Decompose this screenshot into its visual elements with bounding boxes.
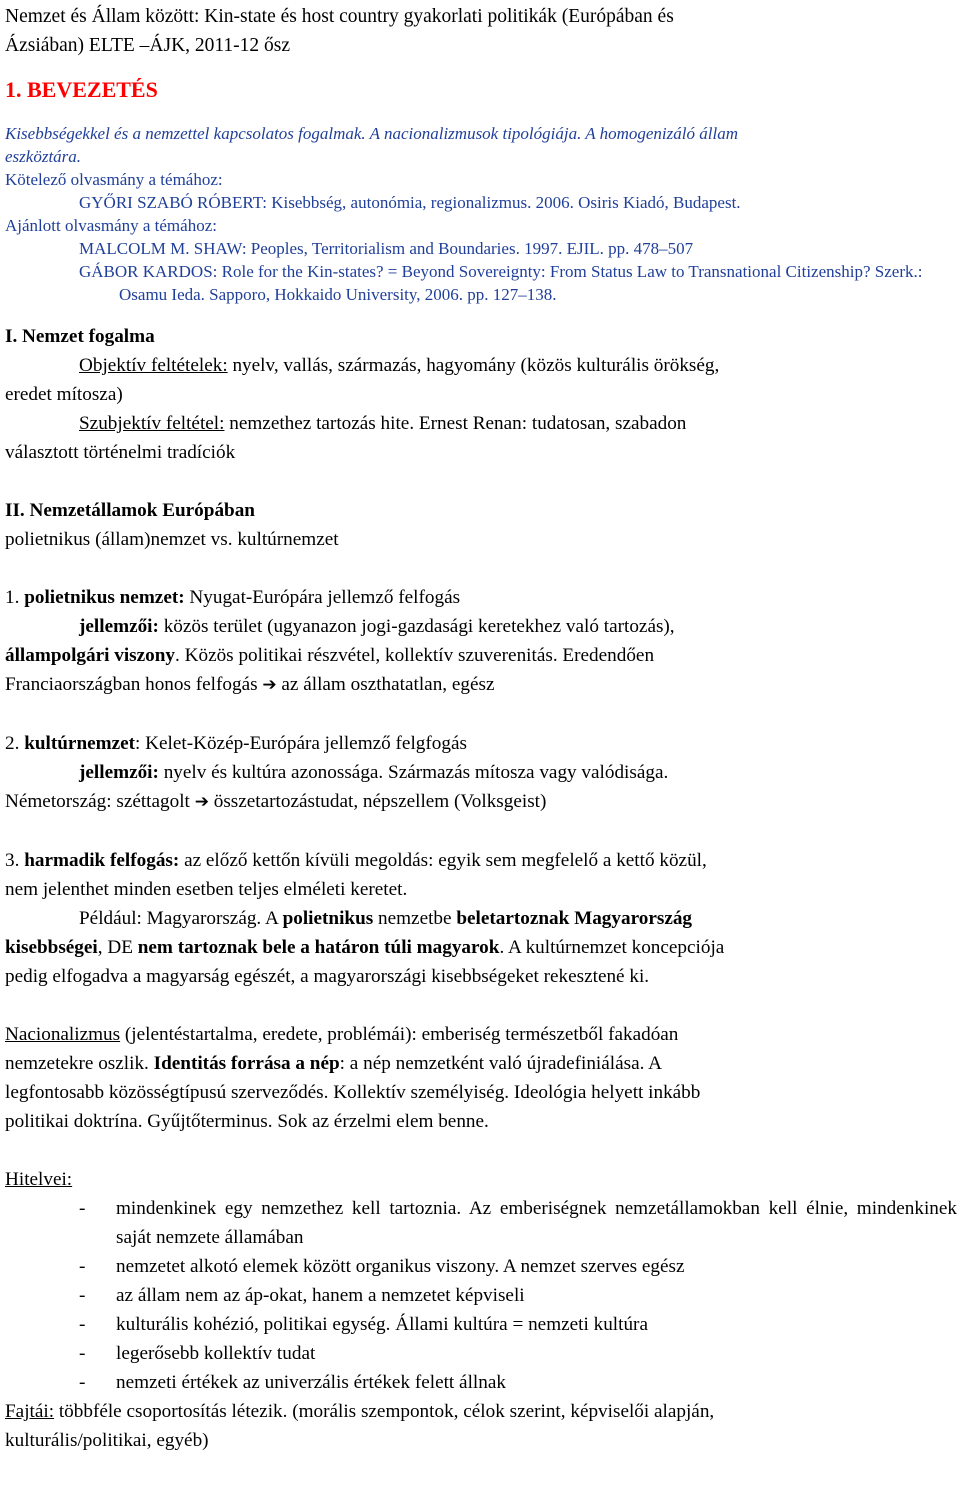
topic-intro: Kisebbségekkel és a nemzettel kapcsolatos fogalmak. A nacionalizmusok tipológiája. A homogenizáló állam eszköztára. — [5, 124, 738, 166]
mandatory-reading-label: Kötelező olvasmány a témához: — [5, 170, 223, 189]
nemzetallamok-sub: polietnikus (állam)nemzet vs. kultúrnemzet — [5, 529, 339, 550]
fajtai-paragraph: Fajtái: többféle csoportosítás létezik. (morális szempontok, célok szerint, képviselői alapján, — [5, 1401, 715, 1422]
kulturnemzet: 2. kultúrnemzet: Kelet-Közép-Európára jellemző felgfogás — [5, 733, 467, 754]
list-item: - nemzeti értékek az univerzális értékek felett állnak — [79, 1372, 506, 1393]
section-heading: 1. BEVEZETÉS — [5, 77, 158, 102]
recommended-reading-ref-2: GÁBOR KARDOS: Role for the Kin-states? = Beyond Sovereignty: From Status Law to Transnational Citizenship? Szerk.: Osamu Ieda. Sapporo, Hokkaido University, 2006. pp. 127–138. — [79, 262, 923, 304]
arrow-right-icon: ➔ — [194, 792, 209, 812]
hitelvei-label: Hitelvei: — [5, 1169, 73, 1190]
hitelvei-list — [5, 1194, 957, 1397]
list-item: - legerősebb kollektív tudat — [79, 1343, 316, 1364]
list-item: - az állam nem az áp-okat, hanem a nemzetet képviseli — [79, 1285, 525, 1306]
mandatory-reading-ref: GYŐRI SZABÓ RÓBERT: Kisebbség, autonómia, regionalizmus. 2006. Osiris Kiadó, Budapest. — [79, 193, 741, 212]
readings-block — [5, 122, 957, 306]
harmadik-felfogas: 3. harmadik felfogás: az előző kettőn kívüli megoldás: egyik sem megfelelő a kettő közül, — [5, 850, 707, 871]
title-line-1: Nemzet és Állam között: Kin-state és host country gyakorlati politikák (Európában és — [5, 6, 674, 27]
list-item: - mindenkinek egy nemzethez kell tartoznia. Az emberiségnek nemzetállamokban kell élnie, mindenkinek saját nemzete államában — [79, 1198, 957, 1248]
subjective-condition: Szubjektív feltétel: nemzethez tartozás hite. Ernest Renan: tudatosan, szabadon — [79, 413, 687, 434]
document-title — [5, 2, 957, 60]
document-page — [5, 0, 957, 1455]
arrow-right-icon: ➔ — [262, 675, 277, 695]
objective-conditions: Objektív feltételek: nyelv, vallás, származás, hagyomány (közös kulturális örökség, — [79, 355, 720, 376]
main-body: I. Nemzet fogalma Objektív feltételek: nyelv, vallás, származás, hagyomány (közös kulturális örökség, eredet mítosza) Szubjektív feltétel: nemzethez tartozás hite. Ernest Renan: tudatosan, szabadon választott történelmi tradíciók II. Nemzetállamok Európában polietnikus (állam)nemzet vs. kultúrnemzet 1. polietnikus nemzet: Nyugat-Európára jellemző felfogás jellemzői: közös terület (ugyanazon jogi-gazdasági keretekhez való tartozás), állampolgári viszony. Közös politikai részvétel, kollektív szuverenitás. Eredendően Franciaországban honos felfogás ➔ az állam oszthatatlan, egész 2. kultúrnemzet: Kelet-Közép-Európára jellemző felgfogás jellemzői: nyelv és kultúra azonossága. Származás mítosza vagy valódisága. Németország: széttagolt ➔ összetartozástudat, népszellem (Volksgeist) 3. harmadik felfogás: az előző kettőn kívüli megoldás: egyik sem megfelelő a kettő közül, nem jelenthet minden esetben teljes elméleti keretet. Például: Magyarország. A polietnikus nemzetbe beletartoznak Magyarország kisebbségei, DE nem tartoznak bele a határon túli magyarok. A kultúrnemzet koncepciója pedig elfogadva a magyarság egészét, a magyarországi kisebbségeket rekesztené ki. Nacionalizmus (jelentéstartalma, eredete, problémái): emberiség természetből fakadóan nemzetekre oszlik. Identitás forrása a nép: a nép nemzetként való újradefiniálása. A legfontosabb közösségtípusú szerveződés. Kollektív személyiség. Ideológia helyett inkább politikai doktrína. Gyűjtőterminus. Sok az érzelmi elem benne. Hitelvei: - mindenkinek egy nemzethez kell tartoznia. Az emberiségnek nemzetállamokban kell élnie, mindenkinek saját nemzete államában - nemzetet alkotó elemek között organikus viszony. A nemzet szerves egész - az állam nem az áp-okat, hanem a nemzetet képviseli - kulturális kohézió, politikai egység. Állami kultúra = nemzeti kultúra - legerősebb kollektív tudat - nemzeti értékek az univerzális értékek felett állnak Fajtái: többféle csoportosítás létezik. (morális szempontok, célok szerint, képviselői alapján, kulturális/politikai, egyéb) — [5, 322, 957, 1455]
heading-nemzet-fogalma: I. Nemzet fogalma — [5, 326, 155, 347]
example-hungary: Például: Magyarország. A polietnikus nemzetbe beletartoznak Magyarország — [79, 908, 693, 929]
recommended-reading-ref-1: MALCOLM M. SHAW: Peoples, Territorialism and Boundaries. 1997. EJIL. pp. 478–507 — [79, 239, 694, 258]
nacionalizmus-paragraph: Nacionalizmus (jelentéstartalma, eredete, problémái): emberiség természetből fakadóan — [5, 1024, 679, 1045]
list-item: - kulturális kohézió, politikai egység. Állami kultúra = nemzeti kultúra — [79, 1314, 648, 1335]
polietnikus-nemzet: 1. polietnikus nemzet: Nyugat-Európára jellemző felfogás — [5, 587, 461, 608]
heading-nemzetallamok: II. Nemzetállamok Európában — [5, 500, 255, 521]
list-item: - nemzetet alkotó elemek között organikus viszony. A nemzet szerves egész — [79, 1256, 685, 1277]
title-line-2: Ázsiában) ELTE –ÁJK, 2011-12 ősz — [5, 35, 291, 56]
recommended-reading-label: Ajánlott olvasmány a témához: — [5, 216, 217, 235]
